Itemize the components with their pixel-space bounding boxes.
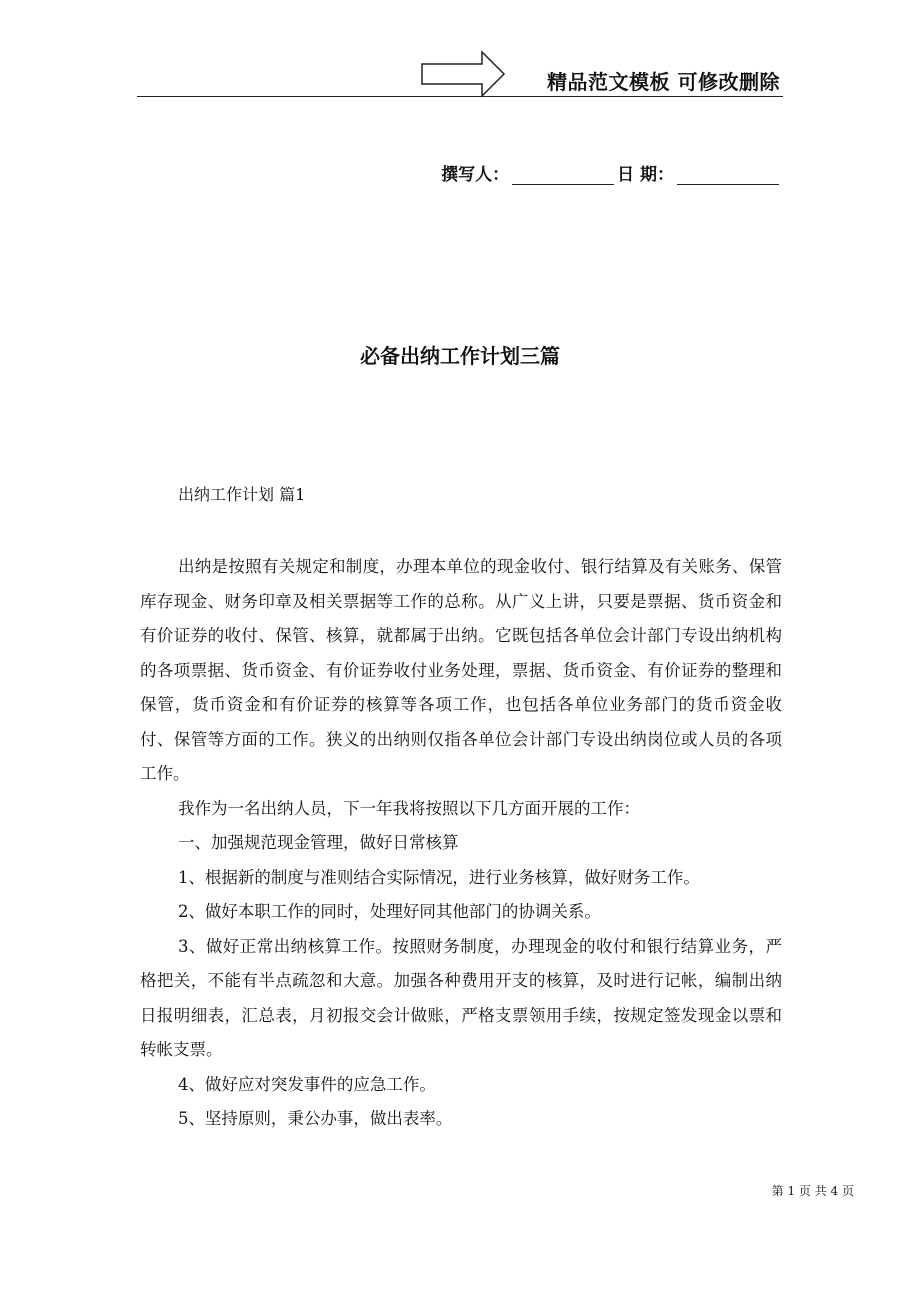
paragraph: 2、做好本职工作的同时，处理好同其他部门的协调关系。 xyxy=(177,902,601,921)
date-blank xyxy=(677,166,779,185)
paragraph: 5、坚持原则，秉公办事，做出表率。 xyxy=(177,1109,453,1128)
section-heading: 出纳工作计划 篇1 xyxy=(178,485,306,504)
arrow-icon xyxy=(420,50,506,98)
paragraph: 3、做好正常出纳核算工作。按照财务制度，办理现金的收付和银行结算业务，严格把关，不能有半点疏忽和大意。加强各种费用开支的核算，及时进行记帐，编制出纳日报明细表，汇总表，月初报交会计做账，严格支票领用手续，按规定签发现金以票和转帐支票。 xyxy=(140,936,782,1059)
author-blank xyxy=(512,166,614,185)
document-title: 必备出纳工作计划三篇 xyxy=(360,344,560,368)
document-body xyxy=(140,550,782,1137)
date-label: 日 期： xyxy=(617,165,674,185)
author-label: 撰写人： xyxy=(441,165,510,185)
paragraph: 1、根据新的制度与准则结合实际情况，进行业务核算，做好财务工作。 xyxy=(177,867,700,887)
signature-line xyxy=(441,160,782,185)
page-number: 第 1 页 共 4 页 xyxy=(771,1184,854,1198)
paragraph: 4、做好应对突发事件的应急工作。 xyxy=(177,1074,436,1094)
template-tag: 精品范文模板 可修改删除 xyxy=(547,70,780,94)
paragraph: 一、加强规范现金管理，做好日常核算 xyxy=(177,833,459,852)
paragraph: 我作为一名出纳人员，下一年我将按照以下几方面开展的工作： xyxy=(177,798,640,818)
paragraph: 出纳是按照有关规定和制度，办理本单位的现金收付、银行结算及有关账务、保管库存现金、财务印章及相关票据等工作的总称。从广义上讲，只要是票据、货币资金和有价证券的收付、保管、核算，就都属于出纳。它既包括各单位会计部门专设出纳机构的各项票据、货币资金、有价证券收付业务处理，票据、货币资金、有价证券的整理和保管，货币资金和有价证券的核算等各项工作，也包括各单位业务部门的货币资金收付、保管等方面的工作。狭义的出纳则仅指各单位会计部门专设出纳岗位或人员的各项工作。 xyxy=(140,557,782,783)
header-divider xyxy=(137,96,783,97)
